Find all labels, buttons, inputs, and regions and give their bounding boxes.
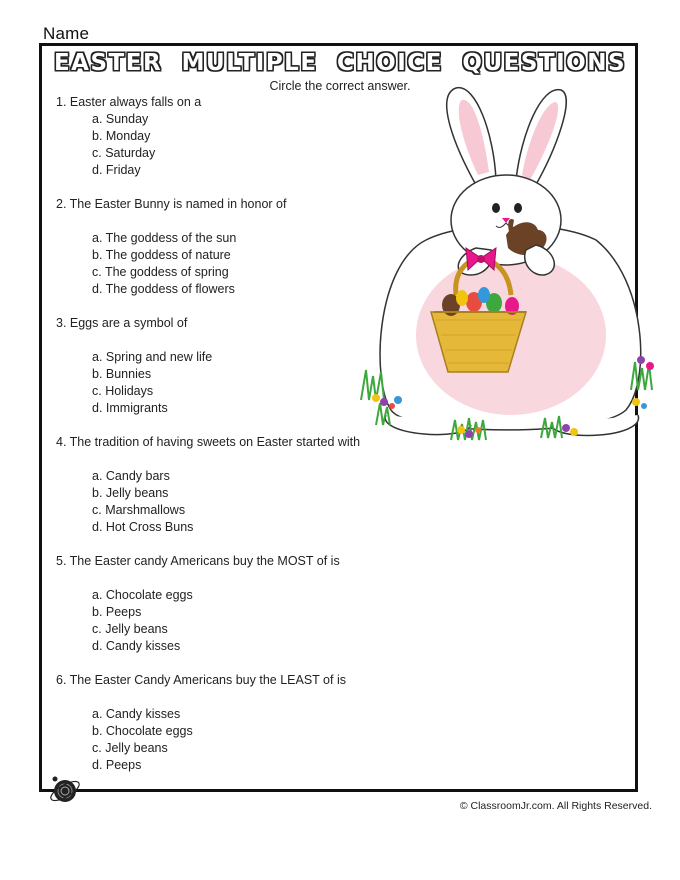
question-4-text: 4. The tradition of having sweets on Easter started with — [56, 435, 361, 449]
option-a[interactable]: a. Chocolate eggs — [92, 588, 193, 602]
question-5-text: 5. The Easter candy Americans buy the MOST of is — [56, 554, 340, 568]
option-a[interactable]: a. Spring and new life — [92, 350, 213, 364]
option-b[interactable]: b. Jelly beans — [92, 486, 169, 500]
question-2-options — [56, 230, 386, 298]
question-4-options — [56, 468, 386, 536]
question-1 — [56, 94, 386, 179]
question-3-options — [56, 349, 386, 417]
bunny-ears — [447, 88, 566, 188]
question-6-options — [56, 706, 386, 774]
option-c[interactable]: c. The goddess of spring — [92, 265, 229, 279]
instruction-text: Circle the correct answer. — [269, 79, 411, 93]
option-b[interactable]: b. The goddess of nature — [92, 248, 231, 262]
option-c[interactable]: c. Jelly beans — [92, 622, 168, 636]
question-1-options — [56, 111, 386, 179]
question-4 — [56, 434, 386, 536]
option-b[interactable]: b. Chocolate eggs — [92, 724, 193, 738]
option-a[interactable]: a. Sunday — [92, 112, 149, 126]
option-d[interactable]: d. Hot Cross Buns — [92, 520, 194, 534]
option-c[interactable]: c. Saturday — [92, 146, 156, 160]
copyright-notice: © ClassroomJr.com. All Rights Reserved. — [459, 800, 652, 812]
option-c[interactable]: c. Holidays — [92, 384, 154, 398]
worksheet-title: EASTER MULTIPLE CHOICE QUESTIONS — [53, 50, 627, 76]
name-label: Name — [43, 24, 90, 43]
option-a[interactable]: a. Candy kisses — [92, 707, 181, 721]
question-1-text: 1. Easter always falls on a — [56, 95, 202, 109]
question-3 — [56, 315, 386, 417]
option-b[interactable]: b. Bunnies — [92, 367, 152, 381]
classroomjr-logo — [47, 773, 83, 809]
option-c[interactable]: c. Marshmallows — [92, 503, 186, 517]
option-d[interactable]: d. Candy kisses — [92, 639, 181, 653]
option-d[interactable]: d. Immigrants — [92, 401, 168, 415]
question-2-text: 2. The Easter Bunny is named in honor of — [56, 197, 287, 211]
option-d[interactable]: d. Friday — [92, 163, 141, 177]
easter-bunny-illustration — [356, 80, 666, 450]
question-6-text: 6. The Easter Candy Americans buy the LEAST of is — [56, 673, 346, 687]
option-d[interactable]: d. Peeps — [92, 758, 142, 772]
question-2 — [56, 196, 386, 298]
option-a[interactable]: a. The goddess of the sun — [92, 231, 237, 245]
question-3-text: 3. Eggs are a symbol of — [56, 316, 188, 330]
option-b[interactable]: b. Monday — [92, 129, 151, 143]
question-list — [56, 94, 386, 774]
option-b[interactable]: b. Peeps — [92, 605, 142, 619]
question-5-options — [56, 587, 386, 655]
option-d[interactable]: d. The goddess of flowers — [92, 282, 235, 296]
option-a[interactable]: a. Candy bars — [92, 469, 170, 483]
option-c[interactable]: c. Jelly beans — [92, 741, 168, 755]
question-6 — [56, 672, 386, 774]
question-5 — [56, 553, 386, 655]
